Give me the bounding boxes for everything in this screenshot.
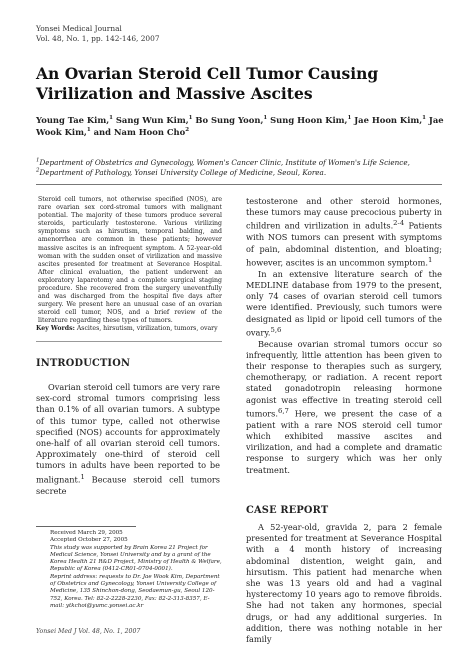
introduction-heading: INTRODUCTION: [36, 358, 131, 369]
author: Young Tae Kim,$^1$: [36, 115, 113, 125]
author: Sung Hoon Kim,$^1$: [270, 115, 352, 125]
author-list: [36, 114, 446, 138]
author: Sang Wun Kim,$^1$: [115, 115, 193, 125]
keywords: [36, 325, 220, 333]
author: and Nam Hoon Cho$^2$: [93, 127, 190, 137]
author: Jae Hoon Kim,$^1$: [354, 115, 426, 125]
keywords-label: Key Words:: [36, 325, 75, 332]
accepted-date: Accepted October 27, 2005: [50, 537, 128, 544]
reprint-address: Reprint address: requests to Dr. Jae Wook Kim, Department of Obstetrics and Gynecology, Yonsei University College of Medicine, 135 Shinchon-dong, Seodaemun-gu, Seoul 120-752, Korea. Tel: 82-2-2228-2230, Fax: 82-2-313-8357, E-mail: ytkchoi@yumc.yonsei.ac.kr: [50, 573, 220, 609]
affiliation: $^1$Department of Obstetrics and Gynecology, Women's Cancer Clinic, Institute of Women's Life Science, $^2$Department of Pathology, Yonsei University College of Medicine, Seoul, Korea.: [36, 157, 410, 177]
support-note: This study was supported by Brain Korea 21 Project for Medical Science, Yonsei University and by a grant of the Korea Health 21 R&D Project, Ministry of Health & Welfare, Republic of Korea (0412-CR01-0704-0001).: [50, 544, 222, 573]
case-report-heading: CASE REPORT: [246, 505, 329, 516]
introduction-text: Ovarian steroid cell tumors are very rare sex-cord stromal tumors comprising less than 0.1% of all ovarian tumors. A subtype of this tumor type, called not otherwise specified (NOS) accounts for approximately one-half of all ovarian steroid cell tumors. Approximately one-third of steroid cell tumors in adults have been reported to be malignant.$^1$ Because steroid cell tumors secrete: [36, 382, 220, 496]
journal-name: Yonsei Medical Journal: [36, 24, 122, 33]
journal-footer: Yonsei Med J Vol. 48, No. 1, 2007: [36, 628, 141, 635]
journal-volume: Vol. 48, No. 1, pp. 142-146, 2007: [36, 34, 160, 43]
abstract: Steroid cell tumors, not otherwise specified (NOS), are rare ovarian sex cord-stromal tumors with malignant potential. The majority of these tumors produce several steroids, particularly testosterone. Various virilizing symptoms such as hirsutism, temporal balding, and amenorrhea are common in these patients; however massive ascites is an infrequent symptom. A 52-year-old woman with the sudden onset of virilization and massive ascites presented for treatment at Severance Hospital. After clinical evaluation, the patient underwent an exploratory laparotomy and a complete surgical staging procedure. She recovered from the surgery uneventfully and was discharged from the hospital five days after surgery. We present here an unusual case of an ovarian steroid cell tumor, NOS, and a brief review of the literature regarding these types of tumors.: [38, 196, 222, 325]
right-column-text: testosterone and other steroid hormones, these tumors may cause precocious puberty in children and virilization in adults.$^{2-4}$ Patients with NOS tumors can present with symptoms of pain, abdominal distention, and bloating; however, ascites is an uncommon symptom.$^1$ In an extensive literature search of the MEDLINE database from 1979 to the present, only 74 cases of ovarian steroid cell tumors were identified. Previously, such tumors were designated as lipid or lipoid cell tumors of the ovary.$^{5,6}$ Because ovarian stromal tumors occur so infrequently, little attention has been given to their response to therapies such as surgery, chemotherapy, or radiation. A recent report stated gonadotropin releasing hormone agonist was effective in treating steroid cell tumors.$^{6,7}$ Here, we present the case of a patient with a rare NOS steroid cell tumor which exhibited massive ascites and virilization, and had a complete and dramatic response to surgery which was her only treatment.: [246, 196, 442, 475]
author: Jae Wook Kim,$^1$: [36, 115, 444, 137]
received-date: Received March 29, 2005: [50, 530, 123, 536]
footnote-divider: [36, 526, 136, 527]
header-divider: [36, 184, 442, 185]
keywords-text: Ascites, hirsutism, virilization, tumors, ovary: [76, 325, 218, 332]
case-report-text: A 52-year-old, gravida 2, para 2 female presented for treatment at Severance Hospital with a 4 month history of increasing abdominal distention, weight gain, and hirsutism. This patient had menarche when she was 13 years old and had a vaginal hysterectomy 10 years ago to remove fibroids. She had not taken any hormones, special drugs, or had any additional surgeries. In addition, there was nothing notable in her family: [246, 522, 442, 645]
footnote: [50, 530, 222, 610]
author: Bo Sung Yoon,$^1$: [195, 115, 268, 125]
keywords-divider: [36, 341, 222, 342]
article-title: An Ovarian Steroid Cell Tumor Causing Virilization and Massive Ascites: [36, 64, 379, 103]
journal-header: [36, 24, 160, 44]
